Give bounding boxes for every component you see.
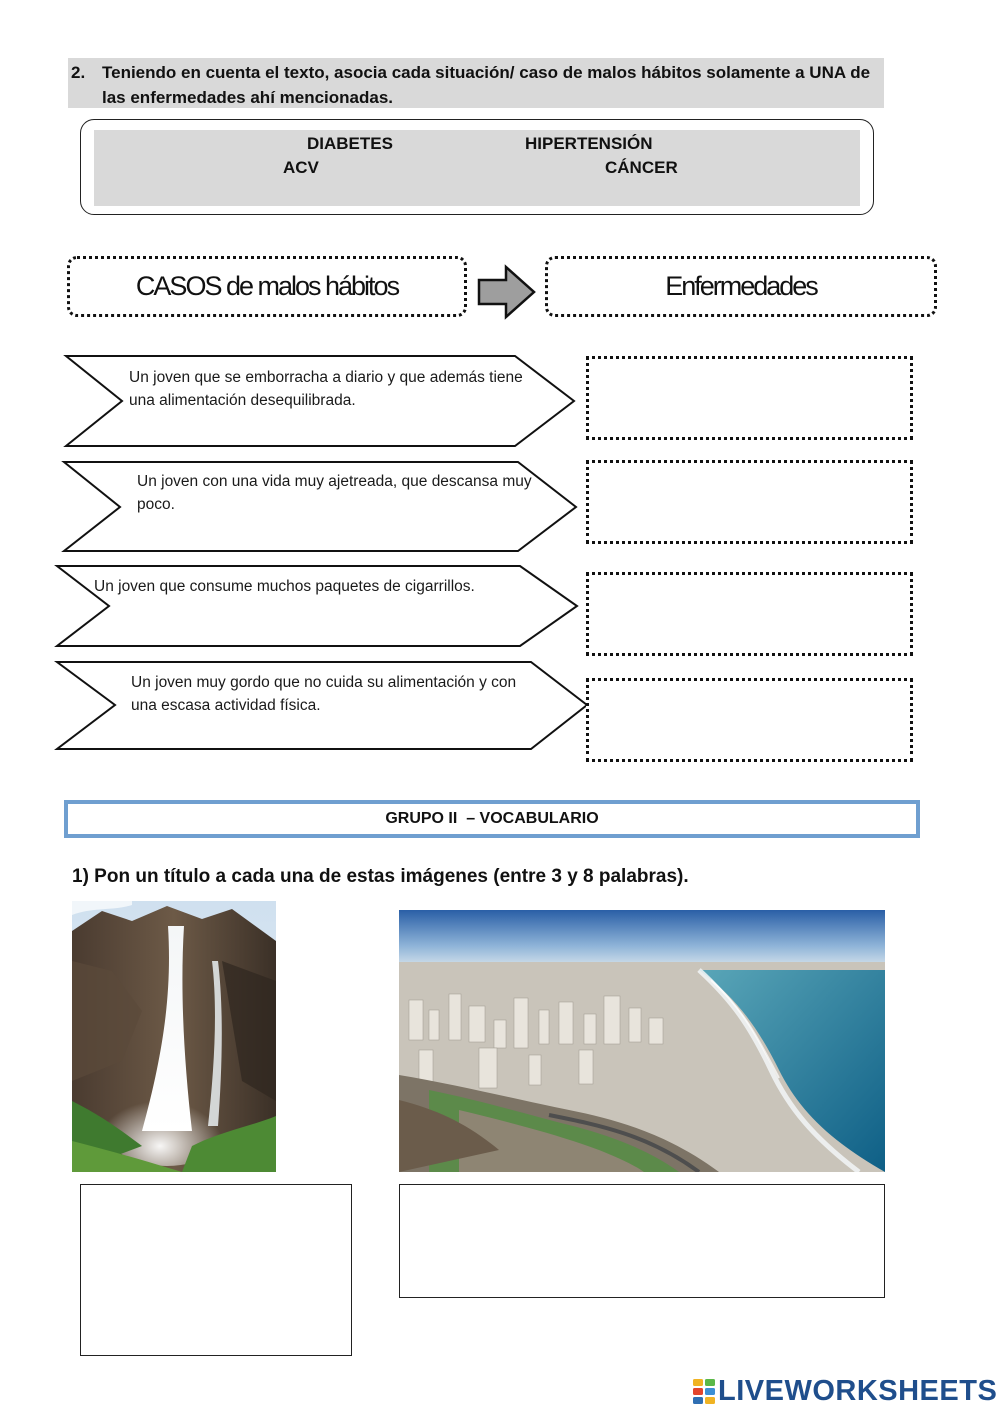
waterfall-image	[72, 901, 276, 1172]
diseases-header	[545, 256, 937, 317]
word-acv: ACV	[283, 158, 319, 177]
word-diabetes: DIABETES	[307, 134, 393, 153]
case-1-text: Un joven que se emborracha a diario y que además tiene una alimentación desequilibrada.	[129, 369, 523, 409]
word-hipertension: HIPERTENSIÓN	[525, 134, 653, 153]
case-4-text: Un joven muy gordo que no cuida su alimentación y con una escasa actividad física.	[131, 674, 517, 714]
question-2-text: Teniendo en cuenta el texto, asocia cada situación/ caso de malos hábitos solamente a UNA de las enfermedades ahí mencionadas.	[102, 63, 871, 107]
case-2-text: Un joven con una vida muy ajetreada, que descansa muy poco.	[137, 473, 532, 513]
liveworksheets-logo-icon	[692, 1377, 718, 1405]
question-2-heading	[68, 58, 884, 108]
answer-box-1[interactable]	[586, 356, 913, 440]
answer-box-4[interactable]	[586, 678, 913, 762]
answer-box-2[interactable]	[586, 460, 913, 544]
grupo-ii-banner	[64, 800, 920, 838]
grupo-ii-title: GRUPO II – VOCABULARIO	[385, 810, 599, 827]
liveworksheets-logo	[692, 1374, 997, 1408]
question-1-heading: 1) Pon un título a cada una de estas imágenes (entre 3 y 8 palabras).	[72, 866, 689, 887]
diseases-header-label: Enfermedades	[665, 271, 817, 301]
cases-header	[67, 256, 467, 317]
title-input-box-1[interactable]	[80, 1184, 352, 1356]
liveworksheets-logo-text: LIVEWORKSHEETS	[718, 1374, 998, 1407]
cases-header-label: CASOS de malos hábitos	[135, 271, 399, 301]
word-cancer: CÁNCER	[605, 158, 678, 177]
title-input-box-2[interactable]	[399, 1184, 885, 1298]
case-3-text: Un joven que consume muchos paquetes de cigarrillos.	[94, 578, 475, 595]
answer-box-3[interactable]	[586, 572, 913, 656]
question-number: 2.	[71, 63, 86, 82]
word-bank	[80, 119, 874, 215]
word-bank-inner	[94, 130, 860, 206]
right-arrow-icon	[476, 264, 538, 320]
coastal-city-image	[399, 910, 885, 1172]
